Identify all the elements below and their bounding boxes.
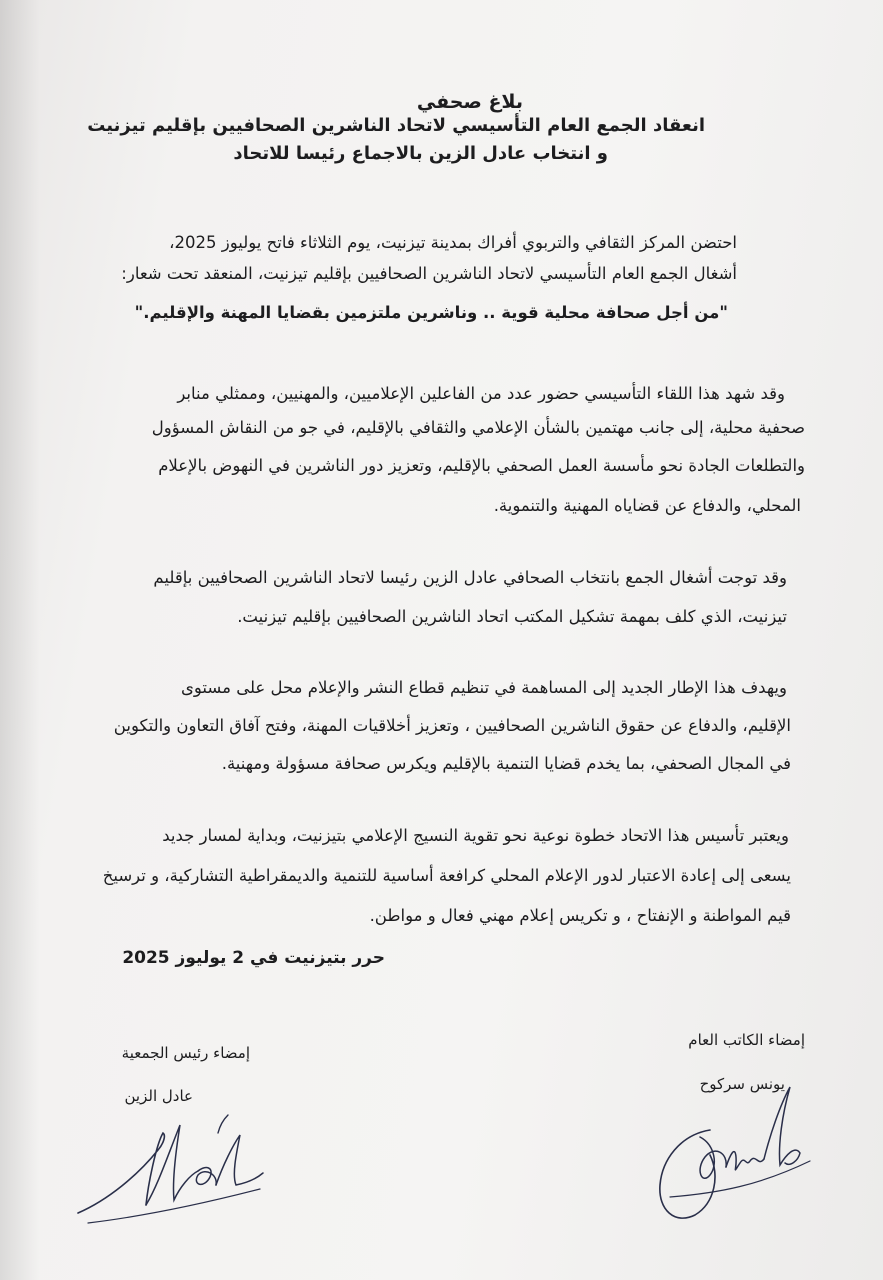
document-title: بلاغ صحفي — [416, 91, 523, 113]
paragraph3-line-3: في المجال الصحفي، بما يخدم قضايا التنمية بالإقليم ويكرس صحافة مسؤولة ومهنية. — [221, 754, 791, 773]
paragraph2-line-2: تيزنيت، الذي كلف بمهمة تشكيل المكتب اتحاد الناشرين الصحافيين بإقليم تيزنيت. — [237, 607, 787, 626]
headline-line-1: انعقاد الجمع العام التأسيسي لاتحاد الناشرين الصحافيين بإقليم تيزنيت — [87, 115, 705, 136]
president-signature-label: إمضاء رئيس الجمعية — [121, 1044, 250, 1062]
intro-line-2: أشغال الجمع العام التأسيسي لاتحاد الناشرين الصحافيين بإقليم تيزنيت، المنعقد تحت شعار: — [121, 264, 737, 283]
intro-slogan: "من أجل صحافة محلية قوية .. وناشرين ملتزمين بقضايا المهنة والإقليم." — [134, 303, 728, 322]
intro-line-1: احتضن المركز الثقافي والتربوي أفراك بمدينة تيزنيت، يوم الثلاثاء فاتح يوليوز 2025، — [169, 233, 737, 252]
president-name: عادل الزين — [124, 1087, 193, 1105]
paragraph2-line-1: وقد توجت أشغال الجمع بانتخاب الصحافي عادل الزين رئيسا لاتحاد الناشرين الصحافيين بإقليم — [153, 568, 787, 587]
president-signature-mark — [68, 1105, 268, 1235]
paragraph3-line-2: الإقليم، والدفاع عن حقوق الناشرين الصحافيين ، وتعزيز أخلاقيات المهنة، وفتح آفاق التعاون والتكوين — [113, 716, 791, 735]
paragraph1-line-2: صحفية محلية، إلى جانب مهتمين بالشأن الإعلامي والثقافي بالإقليم، في جو من النقاش المسؤول — [151, 418, 805, 437]
secretary-signature-mark — [640, 1075, 830, 1235]
paragraph1-line-4: المحلي، والدفاع عن قضاياه المهنية والتنموية. — [493, 496, 801, 515]
paragraph4-line-2: يسعى إلى إعادة الاعتبار لدور الإعلام المحلي كرافعة أساسية للتنمية والديمقراطية التشاركية، و ترسيخ — [102, 866, 791, 885]
paragraph4-line-3: قيم المواطنة و الإنفتاح ، و تكريس إعلام مهني فعال و مواطن. — [369, 906, 791, 925]
secretary-signature-label: إمضاء الكاتب العام — [688, 1031, 805, 1049]
paragraph3-line-1: ويهدف هذا الإطار الجديد إلى المساهمة في تنظيم قطاع النشر والإعلام محل على مستوى — [180, 678, 787, 697]
paragraph1-line-3: والتطلعات الجادة نحو مأسسة العمل الصحفي بالإقليم، وتعزيز دور الناشرين في النهوض بالإعلام — [158, 456, 805, 475]
paragraph1-line-1: وقد شهد هذا اللقاء التأسيسي حضور عدد من الفاعلين الإعلاميين، والمهنيين، وممثلي منابر — [177, 384, 785, 403]
headline-line-2: و انتخاب عادل الزين بالاجماع رئيسا للاتحاد — [233, 143, 608, 164]
paragraph4-line-1: ويعتبر تأسيس هذا الاتحاد خطوة نوعية نحو تقوية النسيج الإعلامي بتيزنيت، وبداية لمسار جديد — [162, 826, 789, 845]
signed-place-date: حرر بتيزنيت في 2 يوليوز 2025 — [122, 948, 385, 968]
secretary-name: يونس سركوح — [699, 1075, 785, 1093]
